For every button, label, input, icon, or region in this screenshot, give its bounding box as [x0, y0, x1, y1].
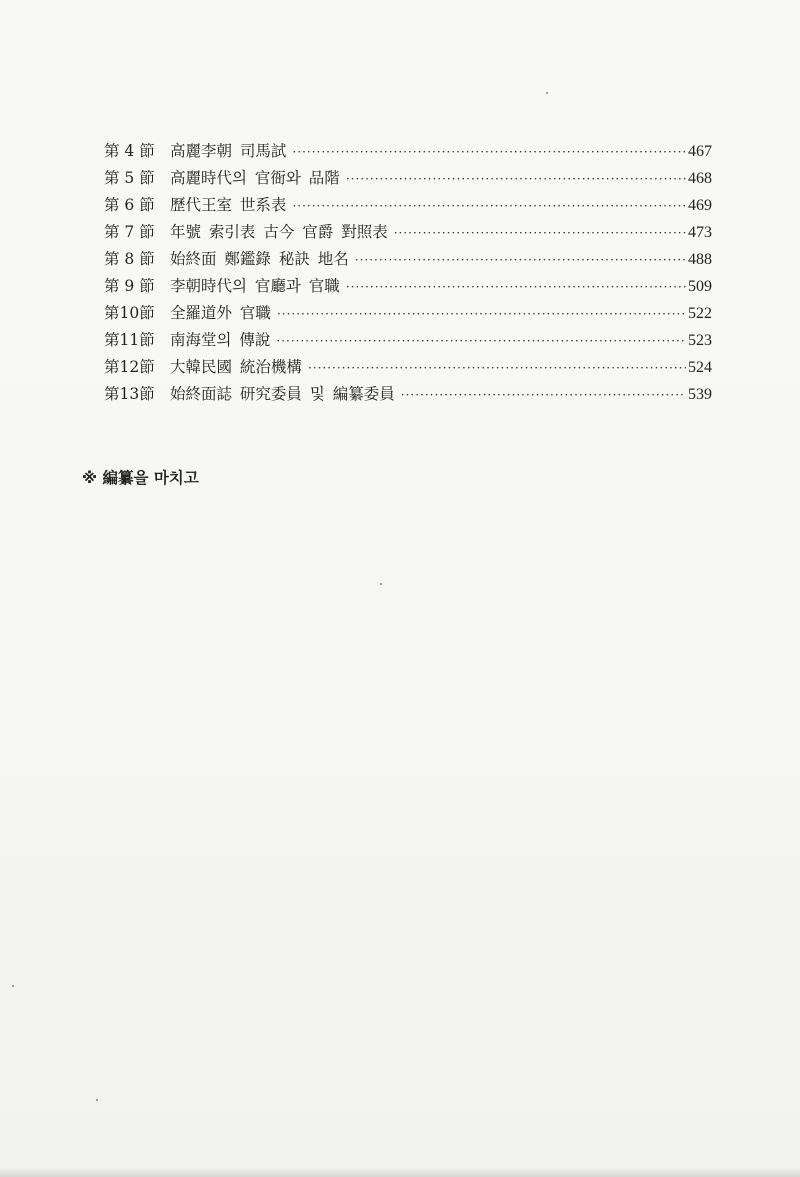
toc-dot-leader — [401, 382, 686, 409]
toc-dot-leader — [308, 355, 686, 382]
toc-dot-leader — [292, 193, 686, 220]
toc-dot-leader — [346, 166, 686, 193]
toc-entry — [104, 273, 712, 300]
toc-entry-title: 大韓民國 統治機構 — [170, 358, 302, 376]
page-edge-shadow — [0, 1167, 800, 1177]
toc-entry — [104, 327, 712, 354]
toc-entry — [104, 354, 712, 381]
toc-section-number: 第 5 節 — [104, 169, 155, 187]
toc-section-number: 第 7 節 — [104, 223, 155, 241]
toc-section-number: 第13節 — [104, 385, 155, 403]
toc-entry — [104, 300, 712, 327]
toc-section-number: 第12節 — [104, 358, 155, 376]
toc-entry-title: 南海堂의 傳說 — [170, 331, 271, 349]
toc-page-number: 523 — [688, 332, 712, 349]
toc-entry — [104, 246, 712, 273]
toc-entry-title: 始終面 鄭鑑錄 秘訣 地名 — [170, 250, 349, 268]
toc-page-number: 488 — [688, 251, 712, 268]
toc-entry-title: 始終面誌 研究委員 및 編纂委員 — [170, 385, 395, 403]
toc-page-number: 524 — [688, 359, 712, 376]
scan-speck — [546, 92, 548, 94]
toc-page-number: 473 — [688, 224, 712, 241]
toc-section-number: 第 9 節 — [104, 277, 155, 295]
toc-entry-title: 高麗李朝 司馬試 — [170, 142, 287, 160]
scan-speck — [12, 985, 14, 987]
toc-page-number: 522 — [688, 305, 712, 322]
toc-page-number: 467 — [688, 143, 712, 160]
toc-entry-title: 李朝時代의 官廳과 官職 — [170, 277, 340, 295]
toc-entry — [104, 138, 712, 165]
closing-note: ※ 編纂을 마치고 — [82, 469, 199, 487]
toc-page-number: 509 — [688, 278, 712, 295]
toc-entry — [104, 192, 712, 219]
toc-entry — [104, 219, 712, 246]
toc-section-number: 第10節 — [104, 304, 155, 322]
toc-page-number: 469 — [688, 197, 712, 214]
toc-dot-leader — [292, 139, 686, 166]
toc-dot-leader — [394, 220, 686, 247]
toc-section-number: 第 8 節 — [104, 250, 155, 268]
toc-entry-title: 高麗時代의 官衙와 品階 — [170, 169, 340, 187]
toc-entry-title: 歷代王室 世系表 — [170, 196, 287, 214]
scan-speck — [96, 1099, 98, 1101]
table-of-contents — [104, 138, 712, 408]
toc-section-number: 第 4 節 — [104, 142, 155, 160]
toc-dot-leader — [277, 301, 686, 328]
toc-page-number: 539 — [688, 386, 712, 403]
toc-entry — [104, 165, 712, 192]
scan-speck — [380, 583, 382, 585]
toc-section-number: 第11節 — [104, 331, 155, 349]
toc-entry-title: 全羅道外 官職 — [170, 304, 271, 322]
toc-section-number: 第 6 節 — [104, 196, 155, 214]
toc-dot-leader — [276, 328, 686, 355]
toc-page-number: 468 — [688, 170, 712, 187]
toc-dot-leader — [355, 247, 686, 274]
toc-entry-title: 年號 索引表 古今 官爵 對照表 — [170, 223, 388, 241]
toc-entry — [104, 381, 712, 408]
toc-dot-leader — [346, 274, 686, 301]
